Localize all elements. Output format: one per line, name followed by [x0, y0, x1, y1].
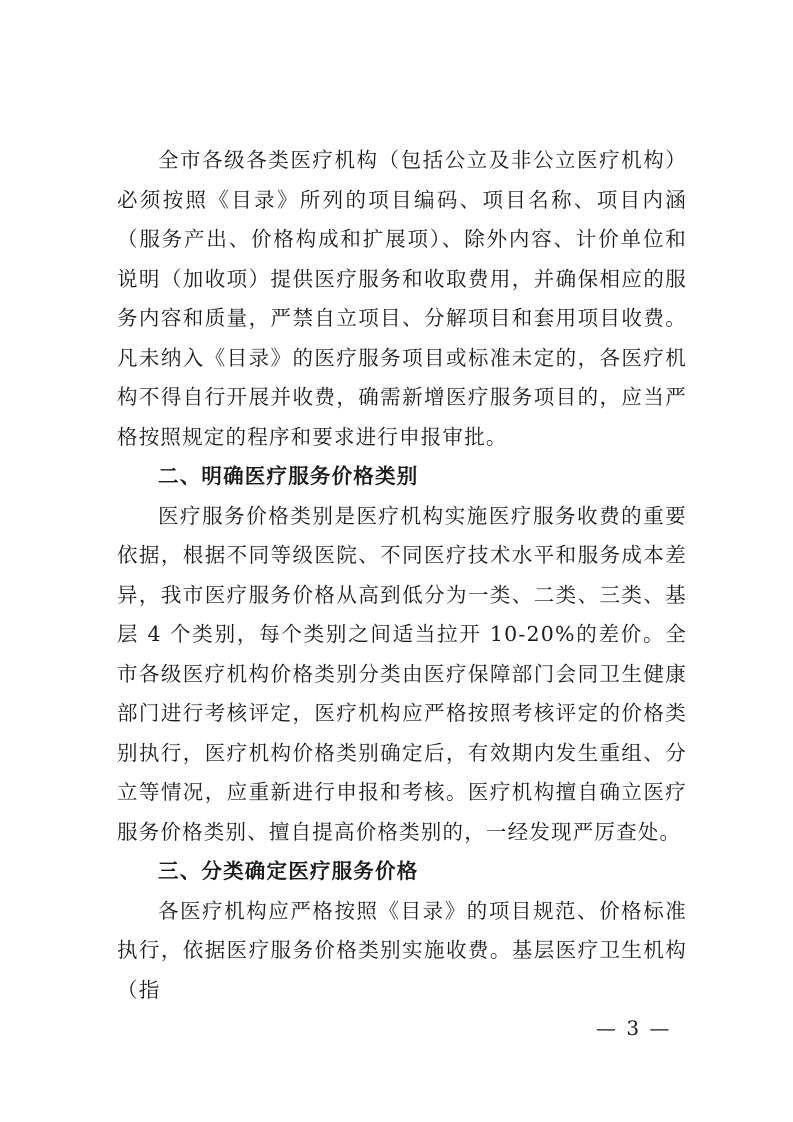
paragraph-3: 各医疗机构应严格按照《目录》的项目规范、价格标准执行，依据医疗服务价格类别实施收费。基层医疗卫生机构（指: [117, 898, 687, 1002]
section-heading-2: 二、明确医疗服务价格类别: [158, 464, 419, 488]
page-number: — 3 —: [596, 1016, 672, 1040]
paragraph-1: 全市各级各类医疗机构（包括公立及非公立医疗机构）必须按照《目录》所列的项目编码、项目名称、项目内涵（服务产出、价格构成和扩展项）、除外内容、计价单位和说明（加收项）提供医疗服务和收取费用，并确保相应的服务内容和质量，严禁自立项目、分解项目和套用项目收费。凡未纳入《目录》的医疗服务项目或标准未定的，各医疗机构不得自行开展并收费，确需新增医疗服务项目的，应当严格按照规定的程序和要求进行申报审批。: [117, 148, 687, 449]
paragraph-2: 医疗服务价格类别是医疗机构实施医疗服务收费的重要依据，根据不同等级医院、不同医疗技术水平和服务成本差异，我市医疗服务价格从高到低分为一类、二类、三类、基层 4 个类别，每个类别之间适当拉开 10-20%的差价。全市各级医疗机构价格类别分类由医疗保障部门会同卫生健康部门进行考核评定，医疗机构应严格按照考核评定的价格类别执行，医疗机构价格类别确定后，有效期内发生重组、分立等情况，应重新进行申报和考核。医疗机构擅自确立医疗服务价格类别、擅自提高价格类别的，一经发现严厉查处。: [117, 503, 687, 844]
section-heading-3: 三、分类确定医疗服务价格: [158, 859, 419, 883]
document-body: [117, 141, 687, 1010]
